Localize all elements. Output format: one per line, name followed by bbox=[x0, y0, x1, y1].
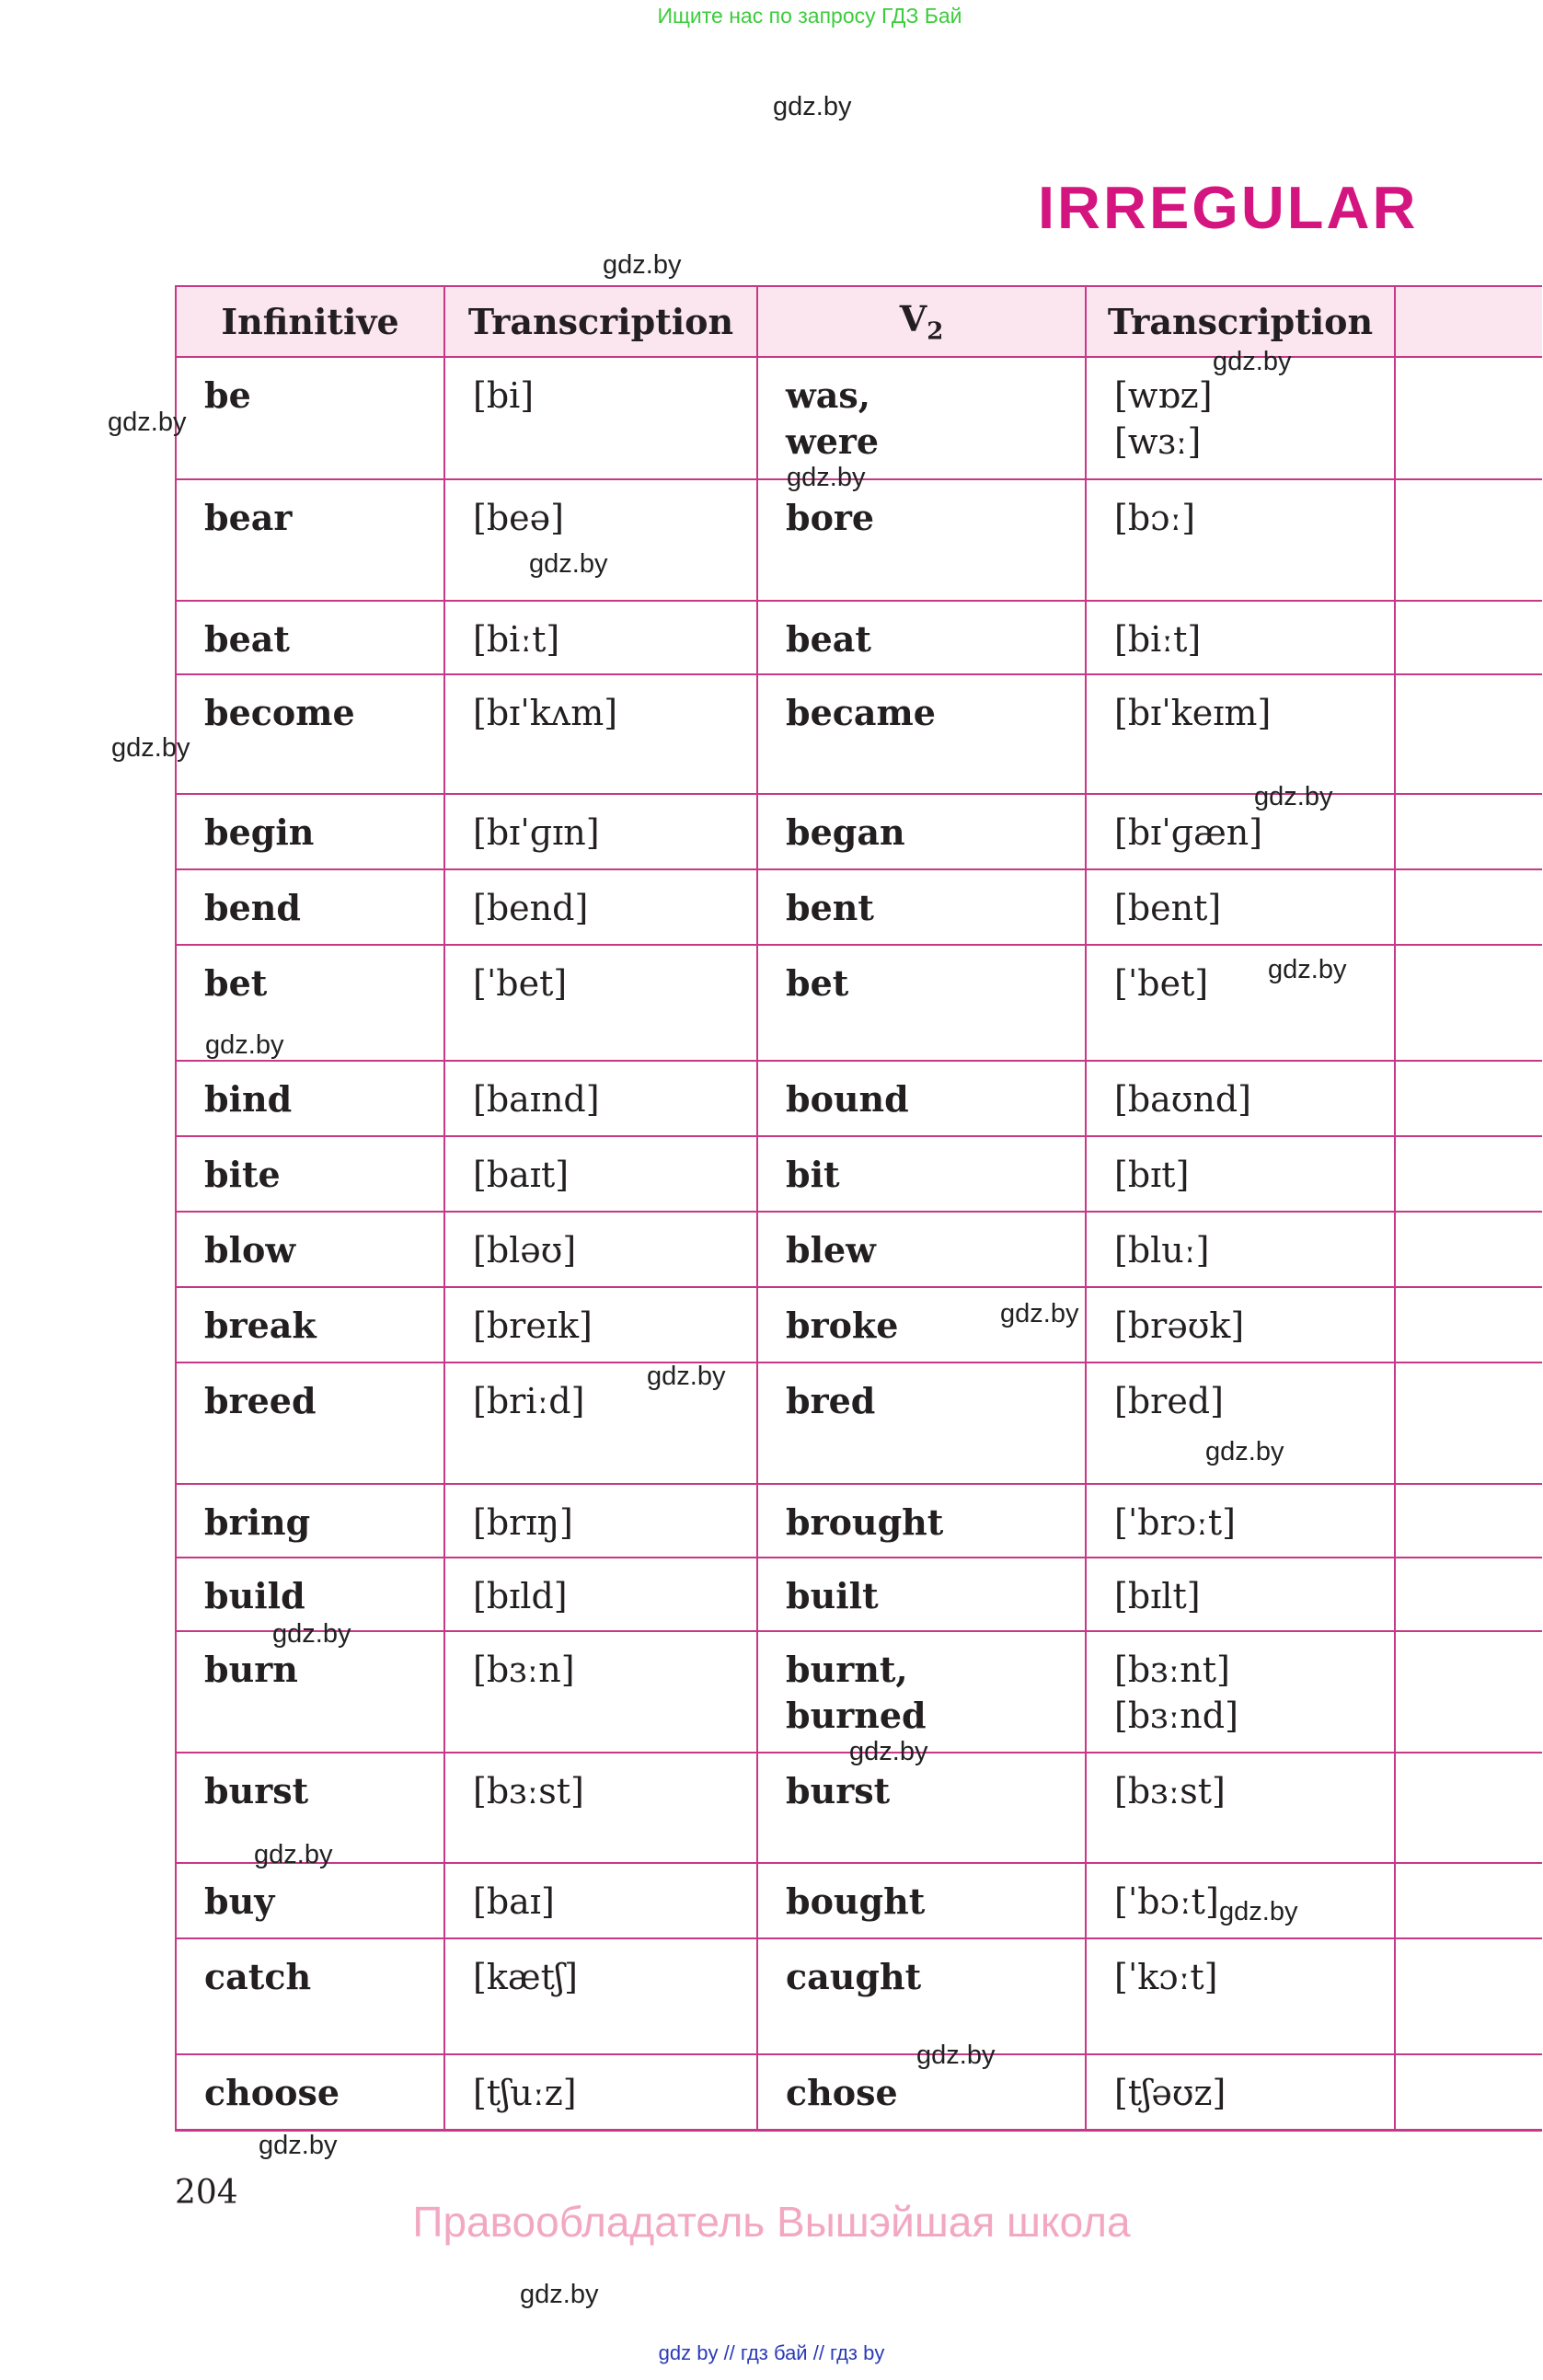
v2-transcription-cell bbox=[1086, 1938, 1395, 2054]
header-transcription-v2: Transcription bbox=[1086, 286, 1395, 357]
v2-transcription-cell bbox=[1086, 1753, 1395, 1863]
v2-transcription: [brəʊk] bbox=[1114, 1305, 1245, 1346]
v2-transcription-cell bbox=[1086, 601, 1395, 674]
next-column-cell bbox=[1395, 945, 1542, 1061]
transcription-cell: [brɪŋ] bbox=[444, 1484, 757, 1558]
header-v2 bbox=[757, 286, 1086, 357]
infinitive-cell: choose bbox=[176, 2054, 444, 2130]
v2-cell bbox=[757, 1362, 1086, 1484]
transcription-cell: [bɜːst] bbox=[444, 1753, 757, 1863]
v2-form: bought bbox=[786, 1880, 926, 1922]
watermark: gdz.by bbox=[259, 2131, 338, 2160]
v2-form: burned bbox=[786, 1695, 927, 1736]
v2-cell bbox=[757, 1212, 1086, 1287]
infinitive-cell: bind bbox=[176, 1061, 444, 1136]
v2-form: bet bbox=[786, 962, 849, 1004]
watermark: gdz.by bbox=[787, 463, 866, 492]
v2-transcription: [ˈbɔːt] bbox=[1114, 1881, 1219, 1922]
table-row bbox=[176, 1212, 1542, 1287]
v2-form: began bbox=[786, 811, 905, 853]
table-row bbox=[176, 1631, 1542, 1753]
table-row bbox=[176, 869, 1542, 945]
table-row bbox=[176, 2054, 1542, 2130]
transcription-cell: [ˈbet] bbox=[444, 945, 757, 1061]
table-body bbox=[176, 357, 1542, 2130]
watermark: gdz.by bbox=[108, 408, 187, 437]
transcription-cell: [bɪˈɡɪn] bbox=[444, 794, 757, 869]
infinitive-cell: build bbox=[176, 1558, 444, 1631]
v2-cell bbox=[757, 357, 1086, 479]
watermark: gdz.by bbox=[1213, 347, 1292, 376]
transcription-cell: [briːd] bbox=[444, 1362, 757, 1484]
infinitive-cell: bend bbox=[176, 869, 444, 945]
v2-transcription: [bent] bbox=[1114, 888, 1222, 928]
watermark: gdz.by bbox=[205, 1030, 284, 1060]
table-row bbox=[176, 1484, 1542, 1558]
v2-cell bbox=[757, 1136, 1086, 1212]
v2-transcription-cell bbox=[1086, 945, 1395, 1061]
v2-form: burnt, bbox=[786, 1649, 908, 1690]
v2-transcription: [bɜːst] bbox=[1114, 1771, 1226, 1811]
table-row bbox=[176, 1287, 1542, 1362]
header-transcription: Transcription bbox=[444, 286, 757, 357]
infinitive-cell: buy bbox=[176, 1863, 444, 1938]
v2-form: blew bbox=[786, 1229, 876, 1270]
watermark: gdz.by bbox=[849, 1737, 928, 1766]
infinitive-cell: bear bbox=[176, 479, 444, 601]
infinitive-cell: catch bbox=[176, 1938, 444, 2054]
watermark: gdz.by bbox=[916, 2041, 996, 2070]
top-banner[interactable]: Ищите нас по запросу ГДЗ Бай bbox=[657, 4, 962, 28]
watermark: gdz.by bbox=[773, 92, 852, 121]
next-column-cell bbox=[1395, 1631, 1542, 1753]
next-column-cell bbox=[1395, 1753, 1542, 1863]
v2-cell bbox=[757, 1061, 1086, 1136]
transcription-cell: [bɜːn] bbox=[444, 1631, 757, 1753]
v2-transcription-cell bbox=[1086, 1631, 1395, 1753]
v2-form: caught bbox=[786, 1956, 922, 1997]
v2-transcription-cell bbox=[1086, 2054, 1395, 2130]
v2-cell bbox=[757, 601, 1086, 674]
v2-transcription-cell bbox=[1086, 869, 1395, 945]
next-column-cell bbox=[1395, 1362, 1542, 1484]
watermark: gdz.by bbox=[111, 733, 190, 763]
next-column-cell bbox=[1395, 869, 1542, 945]
v2-form: burst bbox=[786, 1770, 891, 1811]
watermark: gdz.by bbox=[603, 250, 682, 280]
transcription-cell: [bi] bbox=[444, 357, 757, 479]
transcription-cell: [baɪ] bbox=[444, 1863, 757, 1938]
v2-transcription-cell bbox=[1086, 794, 1395, 869]
v2-form: brought bbox=[786, 1501, 944, 1543]
watermark: gdz.by bbox=[520, 2280, 599, 2309]
v2-form: bound bbox=[786, 1078, 909, 1120]
infinitive-cell: be bbox=[176, 357, 444, 479]
watermark: gdz.by bbox=[272, 1619, 351, 1649]
v2-transcription: [bɪt] bbox=[1114, 1155, 1190, 1195]
watermark: gdz.by bbox=[1268, 955, 1347, 984]
v2-transcription: [biːt] bbox=[1114, 619, 1202, 660]
v2-cell bbox=[757, 1558, 1086, 1631]
next-column-cell bbox=[1395, 1136, 1542, 1212]
v2-transcription: [ˈbet] bbox=[1114, 963, 1209, 1004]
v2-transcription: [bɪlt] bbox=[1114, 1576, 1201, 1616]
transcription-cell: [bɪld] bbox=[444, 1558, 757, 1631]
v2-form: beat bbox=[786, 618, 871, 660]
transcription-cell: [baɪt] bbox=[444, 1136, 757, 1212]
v2-cell bbox=[757, 1863, 1086, 1938]
v2-transcription: [bɜːnd] bbox=[1114, 1696, 1238, 1736]
v2-transcription-cell bbox=[1086, 1484, 1395, 1558]
table-row bbox=[176, 1753, 1542, 1863]
table-row bbox=[176, 1061, 1542, 1136]
transcription-cell: [baɪnd] bbox=[444, 1061, 757, 1136]
table-row bbox=[176, 601, 1542, 674]
footer-links[interactable]: gdz by // гдз бай // гдз by bbox=[658, 2341, 885, 2364]
infinitive-cell: burn bbox=[176, 1631, 444, 1753]
v2-cell bbox=[757, 674, 1086, 794]
irregular-verbs-table bbox=[175, 285, 1542, 2132]
v2-cell bbox=[757, 1484, 1086, 1558]
infinitive-cell: blow bbox=[176, 1212, 444, 1287]
transcription-cell: [biːt] bbox=[444, 601, 757, 674]
v2-transcription-cell bbox=[1086, 1136, 1395, 1212]
watermark: gdz.by bbox=[254, 1840, 333, 1869]
v2-form: bred bbox=[786, 1380, 876, 1421]
table-row bbox=[176, 674, 1542, 794]
page-title: IRREGULAR bbox=[1038, 174, 1419, 241]
watermark: gdz.by bbox=[1205, 1437, 1284, 1466]
v2-cell bbox=[757, 479, 1086, 601]
v2-form: built bbox=[786, 1575, 879, 1616]
v2-form: broke bbox=[786, 1305, 899, 1346]
header-infinitive: Infinitive bbox=[176, 286, 444, 357]
watermark: gdz.by bbox=[1000, 1299, 1079, 1328]
next-column-cell bbox=[1395, 357, 1542, 479]
table-row bbox=[176, 357, 1542, 479]
table-row bbox=[176, 1863, 1542, 1938]
v2-transcription-cell bbox=[1086, 1558, 1395, 1631]
header-next-column bbox=[1395, 286, 1542, 357]
v2-transcription: [bluː] bbox=[1114, 1230, 1210, 1270]
transcription-cell: [bləʊ] bbox=[444, 1212, 757, 1287]
v2-transcription-cell bbox=[1086, 1061, 1395, 1136]
table-header-row bbox=[176, 286, 1542, 357]
v2-form: was, bbox=[786, 374, 870, 416]
v2-cell bbox=[757, 869, 1086, 945]
infinitive-cell: bet bbox=[176, 945, 444, 1061]
v2-form: bit bbox=[786, 1154, 840, 1195]
v2-form: bore bbox=[786, 497, 875, 538]
watermark: gdz.by bbox=[1254, 782, 1333, 811]
infinitive-cell: begin bbox=[176, 794, 444, 869]
next-column-cell bbox=[1395, 1061, 1542, 1136]
transcription-cell: [breɪk] bbox=[444, 1287, 757, 1362]
table-row bbox=[176, 479, 1542, 601]
watermark: gdz.by bbox=[1219, 1897, 1298, 1926]
v2-transcription: [bred] bbox=[1114, 1381, 1224, 1421]
infinitive-cell: break bbox=[176, 1287, 444, 1362]
v2-transcription: [wɜː] bbox=[1114, 421, 1202, 462]
next-column-cell bbox=[1395, 794, 1542, 869]
v2-transcription: [bɪˈɡæn] bbox=[1114, 812, 1263, 853]
transcription-cell: [kætʃ] bbox=[444, 1938, 757, 2054]
next-column-cell bbox=[1395, 1484, 1542, 1558]
v2-transcription-cell bbox=[1086, 674, 1395, 794]
v2-transcription: [wɒz] bbox=[1114, 375, 1213, 416]
transcription-cell: [bend] bbox=[444, 869, 757, 945]
infinitive-cell: become bbox=[176, 674, 444, 794]
infinitive-cell: bite bbox=[176, 1136, 444, 1212]
v2-cell bbox=[757, 1753, 1086, 1863]
v2-transcription: [bɔː] bbox=[1114, 498, 1196, 538]
v2-cell bbox=[757, 945, 1086, 1061]
v2-transcription-cell bbox=[1086, 1212, 1395, 1287]
v2-transcription: [ˈkɔːt] bbox=[1114, 1957, 1218, 1997]
infinitive-cell: beat bbox=[176, 601, 444, 674]
next-column-cell bbox=[1395, 1863, 1542, 1938]
v2-cell bbox=[757, 1938, 1086, 2054]
transcription-cell: [tʃuːz] bbox=[444, 2054, 757, 2130]
v2-transcription-cell bbox=[1086, 1287, 1395, 1362]
v2-transcription: [bɪˈkeɪm] bbox=[1114, 693, 1272, 733]
v2-cell bbox=[757, 794, 1086, 869]
v2-transcription-cell bbox=[1086, 479, 1395, 601]
table-row bbox=[176, 1558, 1542, 1631]
watermark: gdz.by bbox=[647, 1362, 726, 1391]
watermark: gdz.by bbox=[529, 549, 608, 579]
next-column-cell bbox=[1395, 479, 1542, 601]
table-row bbox=[176, 794, 1542, 869]
next-column-cell bbox=[1395, 1938, 1542, 2054]
next-column-cell bbox=[1395, 601, 1542, 674]
v2-cell bbox=[757, 1631, 1086, 1753]
v2-transcription: [tʃəʊz] bbox=[1114, 2073, 1226, 2113]
table-row bbox=[176, 1362, 1542, 1484]
transcription-cell: [bɪˈkʌm] bbox=[444, 674, 757, 794]
v2-form: chose bbox=[786, 2072, 898, 2113]
transcription-cell: [beə] bbox=[444, 479, 757, 601]
next-column-cell bbox=[1395, 1212, 1542, 1287]
table-row bbox=[176, 1938, 1542, 2054]
infinitive-cell: bring bbox=[176, 1484, 444, 1558]
next-column-cell bbox=[1395, 674, 1542, 794]
next-column-cell bbox=[1395, 1287, 1542, 1362]
header-v2-sub: 2 bbox=[927, 317, 944, 346]
table-row bbox=[176, 1136, 1542, 1212]
v2-form: were bbox=[786, 420, 880, 462]
v2-transcription: [baʊnd] bbox=[1114, 1079, 1251, 1120]
v2-transcription: [ˈbrɔːt] bbox=[1114, 1502, 1236, 1543]
header-v2-main: V bbox=[899, 297, 927, 339]
next-column-cell bbox=[1395, 1558, 1542, 1631]
page-number: 204 bbox=[175, 2174, 238, 2212]
next-column-cell bbox=[1395, 2054, 1542, 2130]
v2-form: became bbox=[786, 692, 936, 733]
v2-transcription: [bɜːnt] bbox=[1114, 1650, 1230, 1690]
v2-form: bent bbox=[786, 887, 874, 928]
infinitive-cell: breed bbox=[176, 1362, 444, 1484]
rights-holder: Правообладатель Вышэйшая школа bbox=[412, 2198, 1131, 2246]
infinitive-cell: burst bbox=[176, 1753, 444, 1863]
